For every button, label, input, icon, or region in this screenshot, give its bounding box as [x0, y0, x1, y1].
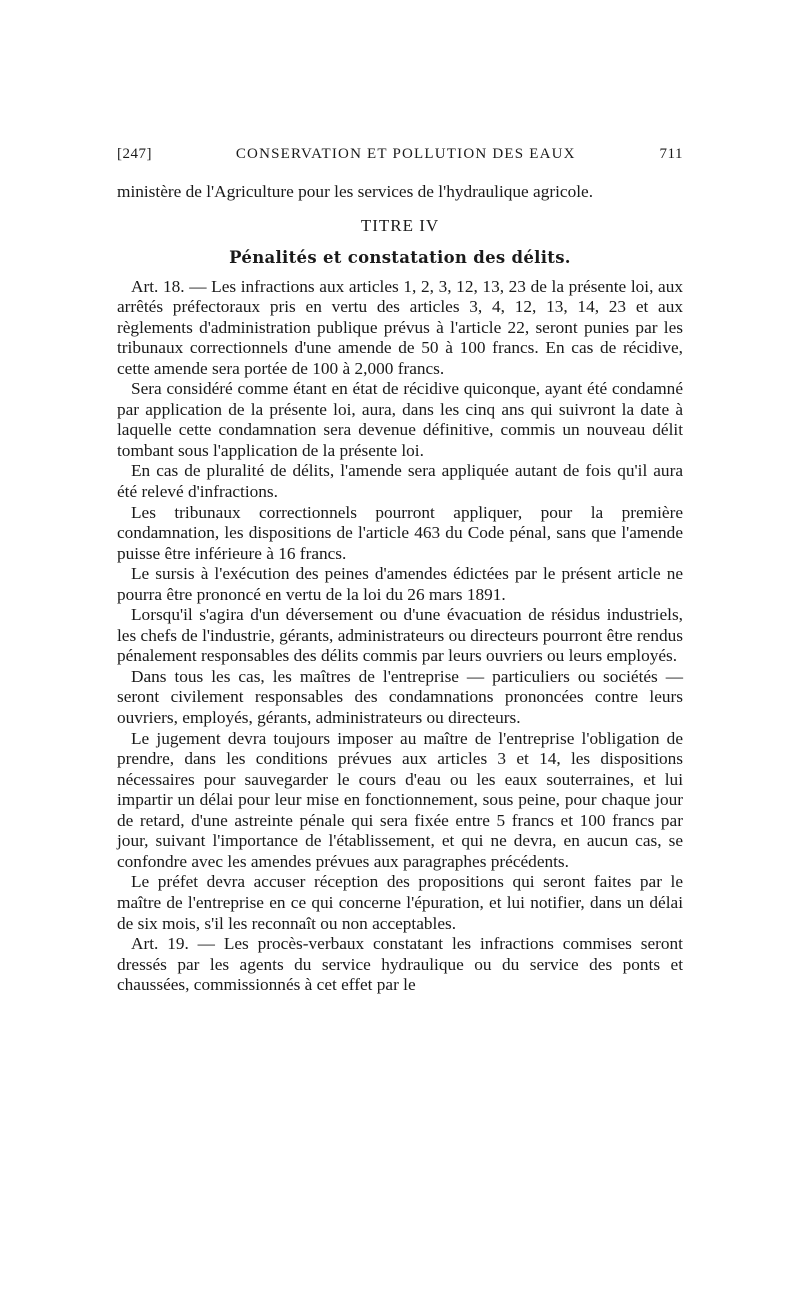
paragraph-responsabilite-civile: Dans tous les cas, les maîtres de l'entreprise — particuliers ou sociétés — seront civilement responsables des condamnations prononcées contre leurs ouvriers, employés, gérants, administrateurs ou directeurs. — [117, 666, 683, 728]
paragraph-recidive: Sera considéré comme étant en état de récidive quiconque, ayant été condamné par application de la présente loi, aura, dans les cinq ans qui suivront la date à laquelle cette condamnation sera devenue définitive, commis un nouveau délit tombant sous l'application de la présente loi. — [117, 379, 683, 460]
running-title: CONSERVATION ET POLLUTION DES EAUX — [235, 146, 576, 162]
section-heading — [117, 215, 683, 269]
opening-paragraph: ministère de l'Agriculture pour les services de l'hydraulique agricole. — [117, 182, 594, 201]
section-subtitle: Pénalités et constatation des délits. — [229, 247, 571, 267]
book-page — [117, 146, 683, 996]
paragraph-art-18: Art. 18. — Les infractions aux articles 1, 2, 3, 12, 13, 23 de la présente loi, aux arrêtés préfectoraux pris en vertu des articles 3, 4, 12, 13, 14, 23 et aux règlements d'administration publique prévus à l'article 22, seront punies par les tribunaux correctionnels d'une amende de 50 à 100 francs. En cas de récidive, cette amende sera portée de 100 à 2,000 francs. — [117, 276, 683, 378]
paragraph-residus: Lorsqu'il s'agira d'un déversement ou d'une évacuation de résidus industriels, les chefs de l'industrie, gérants, administrateurs ou directeurs pourront être rendus pénalement responsables des délits commis par leurs ouvriers ou leurs employés. — [117, 605, 683, 666]
paragraph-prefet: Le préfet devra accuser réception des propositions qui seront faites par le maître de l'entreprise en ce qui concerne l'épuration, et lui notifier, dans un délai de six mois, s'il les reconnaît ou non acceptables. — [117, 872, 683, 933]
paragraph-art-19: Art. 19. — Les procès-verbaux constatant les infractions commises seront dressés par les agents du service hydraulique ou du service des ponts et chaussées, commissionnés à cet effet par le — [117, 934, 683, 995]
paragraph-jugement: Le jugement devra toujours imposer au maître de l'entreprise l'obligation de prendre, dans les conditions prévues aux articles 3 et 14, les dispositions nécessaires pour sauvegarder le cours d'eau ou les eaux souterraines, et lui impartir un délai pour leur mise en fonctionnement, sous peine, pour chaque jour de retard, d'une astreinte pénale qui sera fixée entre 5 francs et 100 francs par jour, suivant l'importance de l'établissement, et qui ne devra, en aucun cas, se confondre avec les amendes prévues aux paragraphes précédents. — [117, 728, 683, 871]
page-bracket-number: [247] — [117, 146, 152, 162]
paragraph-sursis: Le sursis à l'exécution des peines d'amendes édictées par le présent article ne pourra être prononcé en vertu de la loi du 26 mars 1891. — [117, 564, 683, 604]
page-body — [117, 182, 683, 996]
paragraph-pluralite: En cas de pluralité de délits, l'amende sera appliquée autant de fois qu'il aura été relevé d'infractions. — [117, 461, 683, 502]
paragraph-tribunaux: Les tribunaux correctionnels pourront appliquer, pour la première condamnation, les dispositions de l'article 463 du Code pénal, sans que l'amende puisse être inférieure à 16 francs. — [117, 502, 683, 563]
page-number: 711 — [659, 146, 683, 162]
running-header — [117, 146, 683, 172]
section-title: TITRE IV — [360, 215, 440, 235]
